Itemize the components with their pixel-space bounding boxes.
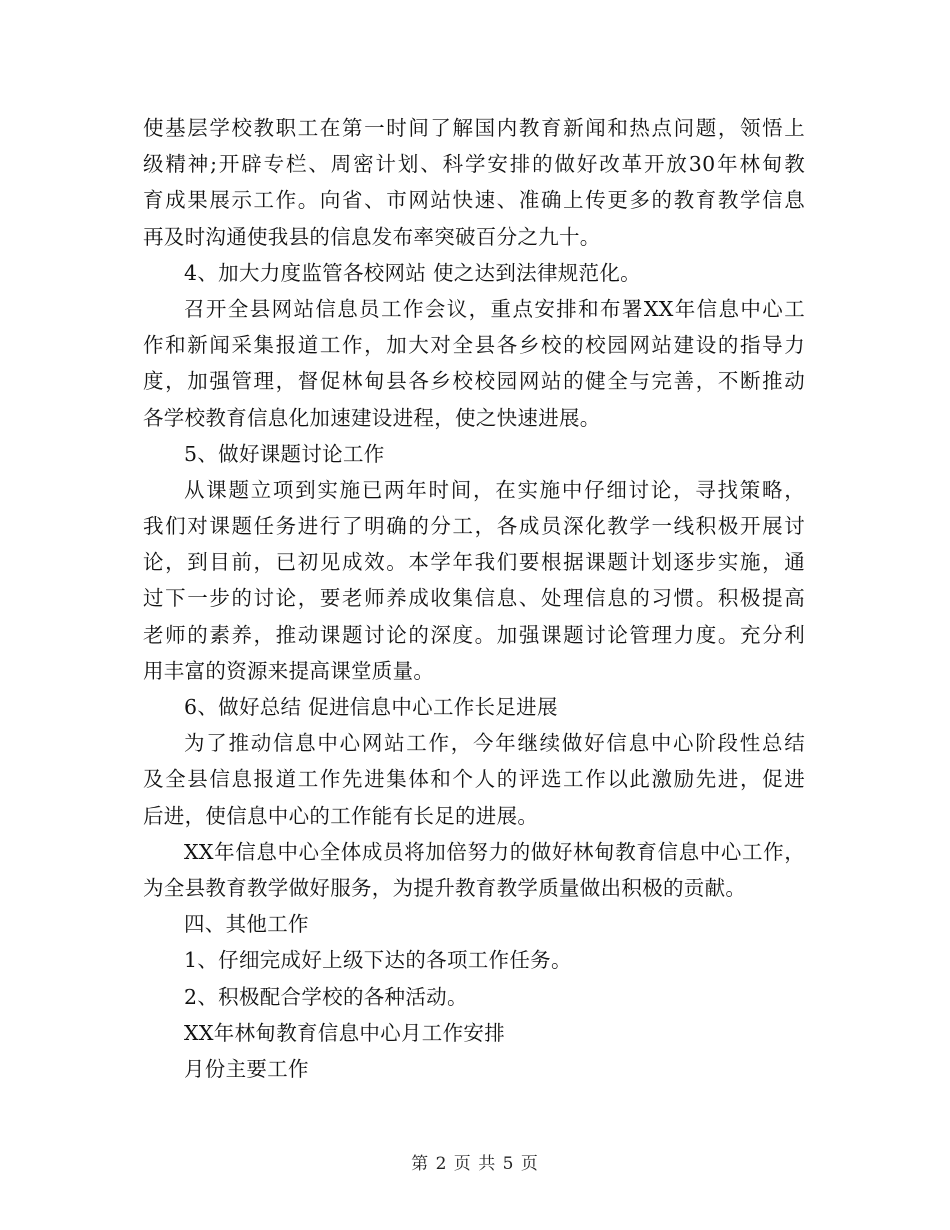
text-line: 作和新闻采集报道工作，加大对全县各乡校的校园网站建设的指导力 <box>143 333 805 358</box>
text-line: 我们对课题任务进行了明确的分工，各成员深化教学一线积极开展讨 <box>143 514 805 539</box>
text-line: XX年信息中心全体成员将加倍努力的做好林甸教育信息中心工作， <box>184 839 805 864</box>
text-line: 使基层学校教职工在第一时间了解国内教育新闻和热点问题，领悟上 <box>143 116 805 140</box>
text-line: 2、积极配合学校的各种活动。 <box>184 984 468 1009</box>
text-line: 用丰富的资源来提高课堂质量。 <box>143 658 435 683</box>
text-line: XX年林甸教育信息中心月工作安排 <box>184 1020 505 1045</box>
text-line: 为全县教育教学做好服务，为提升教育教学质量做出积极的贡献。 <box>143 875 747 900</box>
document-body <box>143 110 805 1087</box>
text-line: 从课题立项到实施已两年时间，在实施中仔细讨论，寻找策略， <box>184 477 805 502</box>
text-line: 论，到目前，已初见成效。本学年我们要根据课题计划逐步实施，通 <box>143 550 805 575</box>
text-line: 5、做好课题讨论工作 <box>184 441 385 466</box>
text-line: 1、仔细完成好上级下达的各项工作任务。 <box>184 948 572 973</box>
text-line: 级精神;开辟专栏、周密计划、科学安排的做好改革开放30年林甸教 <box>143 152 805 177</box>
text-line: 再及时沟通使我县的信息发布率突破百分之九十。 <box>143 224 601 249</box>
text-line: 后进，使信息中心的工作能有长足的进展。 <box>143 803 539 828</box>
text-line: 四、其他工作 <box>184 912 309 937</box>
text-line: 育成果展示工作。向省、市网站快速、准确上传更多的教育教学信息 <box>143 188 805 213</box>
text-line: 为了推动信息中心网站工作，今年继续做好信息中心阶段性总结 <box>184 731 805 756</box>
text-line: 6、做好总结 促进信息中心工作长足进展 <box>184 695 558 719</box>
text-line: 度，加强管理，督促林甸县各乡校校园网站的健全与完善，不断推动 <box>143 369 805 394</box>
text-line: 过下一步的讨论，要老师养成收集信息、处理信息的习惯。积极提高 <box>143 586 805 611</box>
text-line: 各学校教育信息化加速建设进程，使之快速进展。 <box>143 405 601 430</box>
text-line: 及全县信息报道工作先进集体和个人的评选工作以此激励先进，促进 <box>143 767 805 792</box>
text-line: 老师的素养，推动课题讨论的深度。加强课题讨论管理力度。充分利 <box>143 622 805 647</box>
page-footer: 第 2 页 共 5 页 <box>411 1154 539 1174</box>
text-line: 4、加大力度监管各校网站 使之达到法律规范化。 <box>184 260 641 285</box>
text-line: 月份主要工作 <box>184 1056 309 1081</box>
text-line: 召开全县网站信息员工作会议，重点安排和布署XX年信息中心工 <box>184 296 805 321</box>
